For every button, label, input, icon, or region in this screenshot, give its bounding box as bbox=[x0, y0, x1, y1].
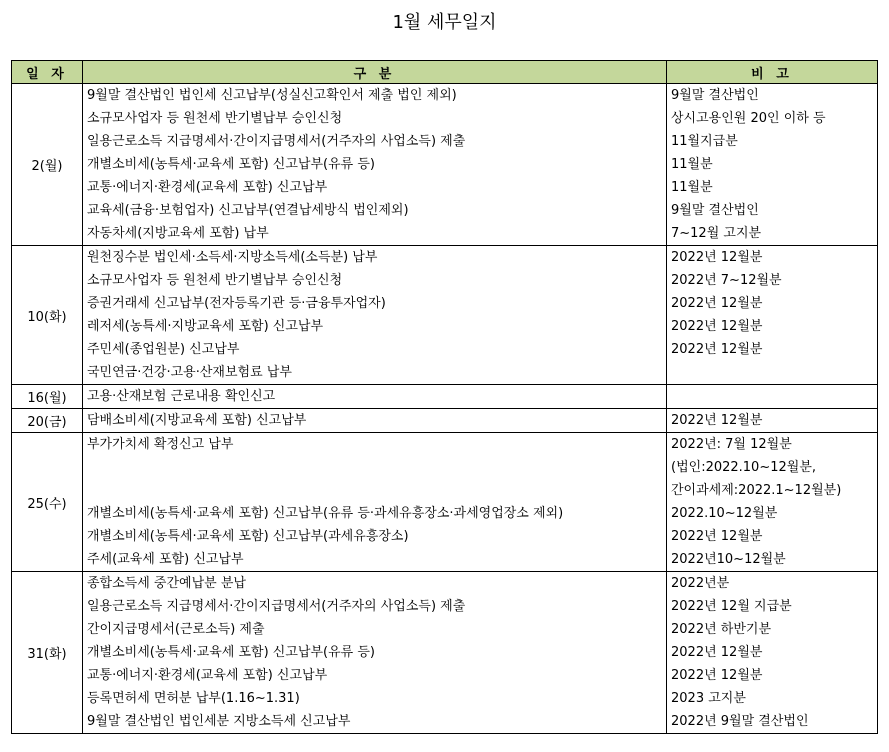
group-notes bbox=[667, 84, 878, 246]
schedule-group-row bbox=[12, 433, 878, 572]
task-item: 등록면허세 면허분 납부(1.16~1.31) bbox=[87, 691, 300, 706]
note-item: 11월지급분 bbox=[671, 134, 738, 149]
note-item: 2022년 하반기분 bbox=[671, 622, 772, 637]
note-item: 2022년 12월 지급분 bbox=[671, 599, 792, 614]
task-item bbox=[87, 479, 666, 502]
header-date: 일 자 bbox=[12, 61, 83, 84]
task-item: 종합소득세 중간예납분 분납 bbox=[87, 576, 246, 591]
note-item: 2022년 12월분 bbox=[671, 296, 763, 311]
task-item: 개별소비세(농특세·교육세 포함) 신고납부(유류 등·과세유흥장소·과세영업장소 제외) bbox=[87, 506, 564, 521]
group-date: 16(월) bbox=[12, 385, 83, 409]
group-date: 2(월) bbox=[12, 84, 83, 246]
group-tasks bbox=[83, 409, 667, 433]
task-item: 9월말 결산법인 법인세분 지방소득세 신고납부 bbox=[87, 714, 351, 729]
task-item: 담배소비세(지방교육세 포함) 신고납부 bbox=[87, 413, 307, 428]
note-item: 9월말 결산법인 bbox=[671, 203, 759, 218]
task-item: 개별소비세(농특세·교육세 포함) 신고납부(유류 등) bbox=[87, 157, 375, 172]
note-item: 2022년10~12월분 bbox=[671, 552, 786, 567]
task-item: 9월말 결산법인 법인세 신고납부(성실신고확인서 제출 법인 제외) bbox=[87, 88, 457, 103]
header-note: 비 고 bbox=[667, 61, 878, 84]
group-tasks bbox=[83, 433, 667, 572]
note-item: 2022년: 7월 12월분 bbox=[671, 437, 792, 452]
task-item: 부가가치세 확정신고 납부 bbox=[87, 437, 234, 452]
group-tasks bbox=[83, 84, 667, 246]
task-item: 개별소비세(농특세·교육세 포함) 신고납부(과세유흥장소) bbox=[87, 529, 409, 544]
note-item: 2022년 12월분 bbox=[671, 668, 763, 683]
note-item: (법인:2022.10~12월분, bbox=[671, 460, 817, 475]
task-item: 주세(교육세 포함) 신고납부 bbox=[87, 552, 244, 567]
note-item: 2022년 12월분 bbox=[671, 645, 763, 660]
task-item: 교통·에너지·환경세(교육세 포함) 신고납부 bbox=[87, 668, 328, 683]
schedule-group-row bbox=[12, 385, 878, 409]
group-notes bbox=[667, 433, 878, 572]
note-item: 2022년 12월분 bbox=[671, 250, 763, 265]
tax-schedule-table bbox=[11, 60, 878, 734]
task-item: 증권거래세 신고납부(전자등록기관 등·금융투자업자) bbox=[87, 296, 386, 311]
task-item: 일용근로소득 지급명세서·간이지급명세서(거주자의 사업소득) 제출 bbox=[87, 599, 466, 614]
task-item: 교통·에너지·환경세(교육세 포함) 신고납부 bbox=[87, 180, 328, 195]
task-item: 간이지급명세서(근로소득) 제출 bbox=[87, 622, 265, 637]
page-title: 1월 세무일지 bbox=[392, 12, 497, 33]
schedule-group-row bbox=[12, 409, 878, 433]
task-item: 소규모사업자 등 원천세 반기별납부 승인신청 bbox=[87, 273, 343, 288]
note-item: 간이과세제:2022.1~12월분) bbox=[671, 483, 842, 498]
note-item: 2022년 12월분 bbox=[671, 529, 763, 544]
group-tasks bbox=[83, 246, 667, 385]
schedule-group-row bbox=[12, 246, 878, 385]
group-notes bbox=[667, 246, 878, 385]
note-item: 2022년 12월분 bbox=[671, 342, 763, 357]
task-item: 교육세(금융·보험업자) 신고납부(연결납세방식 법인제외) bbox=[87, 203, 409, 218]
note-item: 2022년 12월분 bbox=[671, 319, 763, 334]
task-item: 개별소비세(농특세·교육세 포함) 신고납부(유류 등) bbox=[87, 645, 375, 660]
note-item: 2022년 9월말 결산법인 bbox=[671, 714, 809, 729]
note-item: 11월분 bbox=[671, 157, 713, 172]
header-row bbox=[12, 61, 878, 84]
note-item: 2022년분 bbox=[671, 576, 730, 591]
note-item: 2022.10~12월분 bbox=[671, 506, 778, 521]
note-item: 2022년 7~12월분 bbox=[671, 273, 782, 288]
header-task: 구 분 bbox=[83, 61, 667, 84]
note-item bbox=[671, 361, 877, 384]
task-item: 고용·산재보험 근로내용 확인신고 bbox=[87, 389, 276, 404]
group-date: 10(화) bbox=[12, 246, 83, 385]
note-item bbox=[671, 385, 877, 408]
schedule-group-row bbox=[12, 84, 878, 246]
task-item: 자동차세(지방교육세 포함) 납부 bbox=[87, 226, 269, 241]
schedule-body bbox=[12, 84, 878, 734]
task-item: 주민세(종업원분) 신고납부 bbox=[87, 342, 240, 357]
group-tasks bbox=[83, 385, 667, 409]
group-notes bbox=[667, 572, 878, 734]
group-date: 25(수) bbox=[12, 433, 83, 572]
task-item: 레저세(농특세·지방교육세 포함) 신고납부 bbox=[87, 319, 324, 334]
note-item: 2022년 12월분 bbox=[671, 413, 763, 428]
task-item: 원천징수분 법인세·소득세·지방소득세(소득분) 납부 bbox=[87, 250, 378, 265]
task-item: 일용근로소득 지급명세서·간이지급명세서(거주자의 사업소득) 제출 bbox=[87, 134, 466, 149]
group-date: 20(금) bbox=[12, 409, 83, 433]
note-item: 상시고용인원 20인 이하 등 bbox=[671, 111, 826, 126]
note-item: 2023 고지분 bbox=[671, 691, 746, 706]
group-notes bbox=[667, 385, 878, 409]
task-item: 국민연금·건강·고용·산재보험료 납부 bbox=[87, 365, 292, 380]
group-date: 31(화) bbox=[12, 572, 83, 734]
group-tasks bbox=[83, 572, 667, 734]
task-item: 소규모사업자 등 원천세 반기별납부 승인신청 bbox=[87, 111, 343, 126]
schedule-group-row bbox=[12, 572, 878, 734]
note-item: 11월분 bbox=[671, 180, 713, 195]
note-item: 7~12월 고지분 bbox=[671, 226, 762, 241]
task-item bbox=[87, 456, 666, 479]
group-notes bbox=[667, 409, 878, 433]
note-item: 9월말 결산법인 bbox=[671, 88, 759, 103]
